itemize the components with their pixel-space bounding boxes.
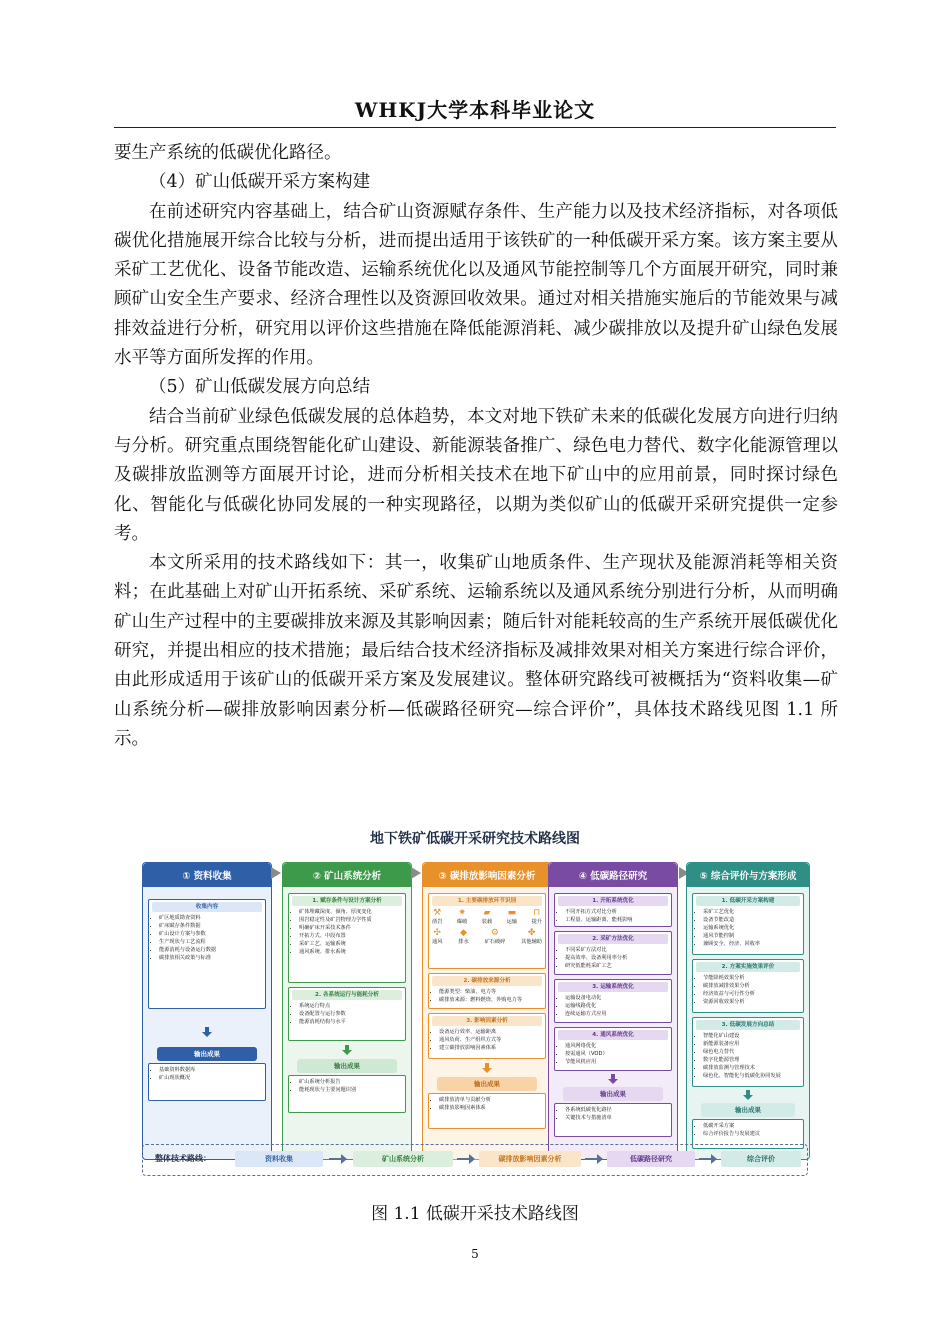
flow-step-1: 资料收集 <box>235 1151 323 1167</box>
column-1-header: ① 资料收集 <box>143 863 271 887</box>
paragraph-3: 结合当前矿业绿色低碳发展的总体趋势，本文对地下铁矿未来的低碳化发展方向进行归纳与分析。研究重点围绕智能化矿山建设、新能源装备推广、绿色电力替代、数字化能源管理以及碳排放监测等方面展开讨论，进而分析相关技术在地下矿山中的应用前景，同时探讨绿色化、智能化与低碳化协同发展的一种实现路径，以期为类似矿山的低碳开采研究提供一定参考。 <box>114 406 838 544</box>
header-rule <box>114 127 836 128</box>
list-item: • 资源回收效果分析 <box>703 998 800 1006</box>
icon-label: 装载 <box>481 919 493 925</box>
column-3-output-box <box>428 1093 546 1129</box>
list-item: • 设备节能改造 <box>703 916 800 924</box>
box-title: 1. 赋存条件与设计方案分析 <box>292 896 402 906</box>
hoisting-item <box>532 908 542 926</box>
arrow-right-icon <box>329 1154 347 1164</box>
column-4-output-box <box>554 1103 672 1137</box>
column-3-header: ③ 碳排放影响因素分析 <box>423 863 551 887</box>
list-item: • 碳排放来源：燃料燃烧、外购电力等 <box>439 996 542 1004</box>
overall-route-label: 整体技术路线： <box>155 1154 211 1163</box>
list-item: • 系统运行特点 <box>299 1002 402 1010</box>
icon-label: 爆破 <box>456 919 468 925</box>
pump-icon: ◆ <box>460 928 467 938</box>
list-item: • 绿色化、智能化与低碳化协同发展 <box>703 1072 800 1080</box>
arrow-down-icon <box>202 1027 212 1037</box>
list-item: • 矿体埋藏深度、倾角、厚度变化 <box>299 908 402 916</box>
column-1-output-title: 输出成果 <box>157 1047 257 1061</box>
hoist-icon: ⊓ <box>533 908 541 918</box>
flow-step-2: 矿山系统分析 <box>353 1151 453 1167</box>
list-item: • 生产现状与工艺流程 <box>159 938 262 946</box>
subheading-4: （4）矿山低碳开采方案构建 <box>149 172 371 193</box>
column-4-header: ④ 低碳路径研究 <box>549 863 677 887</box>
gear-icon: ✤ <box>527 928 536 938</box>
column-5-header: ⑤ 综合评价与方案形成 <box>687 863 809 887</box>
loading-item <box>482 908 492 926</box>
list-item: • 碳排放相关政策与标准 <box>159 954 262 962</box>
list-item: • 节能降耗效果分析 <box>703 974 800 982</box>
list-item: • 基础资料数据库 <box>159 1066 262 1074</box>
ventilation-optimization-box <box>554 1027 672 1071</box>
paragraph-4: 本文所采用的技术路线如下：其一，收集矿山地质条件、生产现状及能源消耗等相关资料；在此基础上对矿山开拓系统、采矿系统、运输系统以及通风系统分别进行分析，从而明确矿山生产过程中的主要碳排放来源及其影响因素；随后针对能耗较高的生产系统开展低碳优化研究，并提出相应的技术措施；最后结合技术经济指标及减排效果对相关方案进行综合评价，由此形成适用于该矿山的低碳开采方案及发展建议。整体研究路线可被概括为“资料收集—矿山系统分析—碳排放影响因素分析—低碳路径研究—综合评价”，具体技术路线见图 1.1 所示。 <box>114 553 838 749</box>
fan-icon: ✣ <box>433 928 441 938</box>
list-item: • 节能风机应用 <box>565 1058 668 1066</box>
list-item: • 矿山现状概况 <box>159 1074 262 1082</box>
list-item: • 绿色电力替代 <box>703 1048 800 1056</box>
column-4-output-title: 输出成果 <box>563 1087 663 1101</box>
body-text <box>114 139 838 754</box>
list-item: • 碳排放清单与贡献分析 <box>439 1096 542 1104</box>
operation-energy-box <box>288 987 406 1041</box>
list-item: • 明确矿床开采技术条件 <box>299 924 402 932</box>
arrow-right-icon <box>585 1154 603 1164</box>
list-item: • 不同采矿方法对比 <box>565 946 668 954</box>
process-icons-row-2 <box>432 928 542 946</box>
arrow-right-icon <box>411 867 421 879</box>
list-item: • 研究低能耗采矿工艺 <box>565 962 668 970</box>
arrow-down-icon <box>743 1090 753 1100</box>
icon-label: 通风 <box>432 939 443 945</box>
collection-content-box <box>148 899 266 1009</box>
blast-icon: ✷ <box>458 908 466 918</box>
column-3-output-title: 输出成果 <box>437 1077 537 1091</box>
list-item: • 建立碳排放影响因素体系 <box>439 1044 542 1052</box>
list-item: • 围岩稳定性及矿岩物理力学性质 <box>299 916 402 924</box>
transport-optimization-box <box>554 979 672 1023</box>
list-item: • 通风节能控制 <box>703 932 800 940</box>
list-item: • 能耗现状与主要问题识别 <box>299 1086 402 1094</box>
paragraph-1: 要生产系统的低碳优化路径。 <box>114 143 342 163</box>
box-title: 2. 碳排放来源分析 <box>432 976 542 986</box>
box-title: 2. 各系统运行与能耗分析 <box>292 990 402 1000</box>
flow-step-5: 综合评价 <box>721 1151 801 1167</box>
technical-route-figure <box>138 828 812 1180</box>
emission-links-box <box>428 893 546 969</box>
paragraph-2: 在前述研究内容基础上，结合矿山资源赋存条件、生产能力以及技术经济指标，对各项低碳优化措施展开综合比较与分析，进而提出适用于该铁矿的一种低碳开采方案。该方案主要从采矿工艺优化、设备节能改造、运输系统优化以及通风节能控制等几个方面展开研究，同时兼顾矿山安全生产要求、经济合理性以及资源回收效果。通过对相关措施实施后的节能效果与减排效益进行分析，研究用以评价这些措施在降低能源消耗、减少碳排放以及提升矿山绿色发展水平等方面所发挥的作用。 <box>114 201 838 369</box>
emission-source-box <box>428 973 546 1009</box>
mining-method-box <box>554 931 672 975</box>
icon-label: 排水 <box>458 939 469 945</box>
list-item: • 矿区地质勘查资料 <box>159 914 262 922</box>
list-item: • 运输线路优化 <box>565 1002 668 1010</box>
list-item: • 提高效率、设备利用率分析 <box>565 954 668 962</box>
process-icons-row-1 <box>432 908 542 926</box>
list-item: • 不同开拓方式对比分析 <box>565 908 668 916</box>
list-item: • 采矿工艺、运输系统 <box>299 940 402 948</box>
box-title: 1. 开拓系统优化 <box>558 896 668 906</box>
box-title: 3. 运输系统优化 <box>558 982 668 992</box>
arrow-right-icon <box>457 1154 475 1164</box>
list-item: • 运输系统优化 <box>703 924 800 932</box>
flow-step-4: 低碳路径研究 <box>607 1151 695 1167</box>
box-title: 2. 采矿方法优化 <box>558 934 668 944</box>
list-item: • 智能化矿山建设 <box>703 1032 800 1040</box>
column-5-output-title: 输出成果 <box>701 1103 795 1117</box>
list-item: • 能源消耗与设备运行数据 <box>159 946 262 954</box>
column-data-collection <box>142 862 272 1160</box>
list-item: • 能源类型：柴油、电力等 <box>439 988 542 996</box>
development-direction-box <box>692 1017 804 1087</box>
column-1-output-box <box>148 1063 266 1101</box>
crushing-item <box>485 928 506 946</box>
loader-icon: ▰ <box>483 908 491 918</box>
list-item: • 关键技术与措施清单 <box>565 1114 668 1122</box>
list-item: • 运输设备电动化 <box>565 994 668 1002</box>
list-item: • 新能源装备应用 <box>703 1040 800 1048</box>
list-item: • 设备配置与运行参数 <box>299 1010 402 1018</box>
list-item: • 连续运输方式应用 <box>565 1010 668 1018</box>
icon-label: 矿石破碎 <box>484 939 506 945</box>
box-title: 1. 主要碳排放环节识别 <box>432 896 542 906</box>
column-evaluation <box>686 862 810 1160</box>
page-header-title: WHKJ大学本科毕业论文 <box>354 98 596 122</box>
list-item: • 矿山设计方案与参数 <box>159 930 262 938</box>
list-item: • 采矿工艺优化 <box>703 908 800 916</box>
list-item: • 碳排放减排效果分析 <box>703 982 800 990</box>
list-item: • 开拓方式、中段布置 <box>299 932 402 940</box>
list-item: • 按需通风（VOD） <box>565 1050 668 1058</box>
column-low-carbon-path <box>548 862 678 1160</box>
box-title: 2. 方案实施效果评价 <box>696 962 800 972</box>
list-item: • 综合评价报告与发展建议 <box>703 1130 800 1138</box>
collection-box-title: 收集内容 <box>152 902 262 912</box>
development-optimization-box <box>554 893 672 927</box>
occurrence-design-box <box>288 893 406 983</box>
column-emission-factors <box>422 862 552 1160</box>
column-2-output-title: 输出成果 <box>297 1059 397 1073</box>
truck-icon: ▬ <box>507 908 517 918</box>
arrow-down-icon <box>342 1045 352 1055</box>
icon-label: 其他辅助 <box>521 939 542 945</box>
box-title: 1. 低碳开采方案构建 <box>696 896 800 906</box>
transport-item <box>507 908 517 926</box>
list-item: • 通风系统、排水系统 <box>299 948 402 956</box>
ventilation-item <box>432 928 442 946</box>
auxiliary-item <box>521 928 542 946</box>
list-item: • 能源消耗结构与水平 <box>299 1018 402 1026</box>
list-item: • 兼顾安全、经济、回收率 <box>703 940 800 948</box>
list-item: • 通风网络优化 <box>565 1042 668 1050</box>
list-item: • 各系统低碳优化路径 <box>565 1106 668 1114</box>
arrow-down-icon <box>608 1074 618 1084</box>
list-item: • 矿床赋存条件数据 <box>159 922 262 930</box>
drill-icon: ⚒ <box>433 908 442 918</box>
influence-factor-box <box>428 1013 546 1059</box>
overall-route-bar <box>142 1144 808 1176</box>
crusher-icon: ⚙ <box>490 928 499 938</box>
effect-evaluation-box <box>692 959 804 1013</box>
page-number: 5 <box>471 1247 479 1261</box>
arrow-right-icon <box>271 867 281 879</box>
arrow-right-icon <box>699 1154 717 1164</box>
scheme-construction-box <box>692 893 804 955</box>
icon-label: 运输 <box>506 919 518 925</box>
list-item: • 工程量、运输距离、能耗影响 <box>565 916 668 924</box>
icon-label: 提升 <box>531 919 542 925</box>
blasting-item <box>457 908 467 926</box>
box-title: 4. 通风系统优化 <box>558 1030 668 1040</box>
list-item: • 矿山系统分析报告 <box>299 1078 402 1086</box>
list-item: • 数字化能源管理 <box>703 1056 800 1064</box>
drilling-item <box>432 908 442 926</box>
column-2-output-box <box>288 1075 406 1113</box>
flow-step-3: 碳排放影响因素分析 <box>479 1151 581 1167</box>
list-item: • 碳排放监测与管理技术 <box>703 1064 800 1072</box>
column-2-header: ② 矿山系统分析 <box>283 863 411 887</box>
list-item: • 低碳开采方案 <box>703 1122 800 1130</box>
box-title: 3. 影响因素分析 <box>432 1016 542 1026</box>
arrow-down-icon <box>482 1063 492 1073</box>
icon-label: 凿岩 <box>432 919 443 925</box>
subheading-5: （5）矿山低碳发展方向总结 <box>149 377 371 398</box>
list-item: • 设备运行效率、运输距离 <box>439 1028 542 1036</box>
drainage-item <box>458 928 468 946</box>
figure-title: 地下铁矿低碳开采研究技术路线图 <box>370 831 580 847</box>
list-item: • 经济效益与可行性分析 <box>703 990 800 998</box>
list-item: • 碳排放影响因素体系 <box>439 1104 542 1112</box>
box-title: 3. 低碳发展方向总结 <box>696 1020 800 1030</box>
column-system-analysis <box>282 862 412 1160</box>
list-item: • 通风负荷、生产组织方式等 <box>439 1036 542 1044</box>
figure-caption: 图 1.1 低碳开采技术路线图 <box>371 1204 579 1224</box>
